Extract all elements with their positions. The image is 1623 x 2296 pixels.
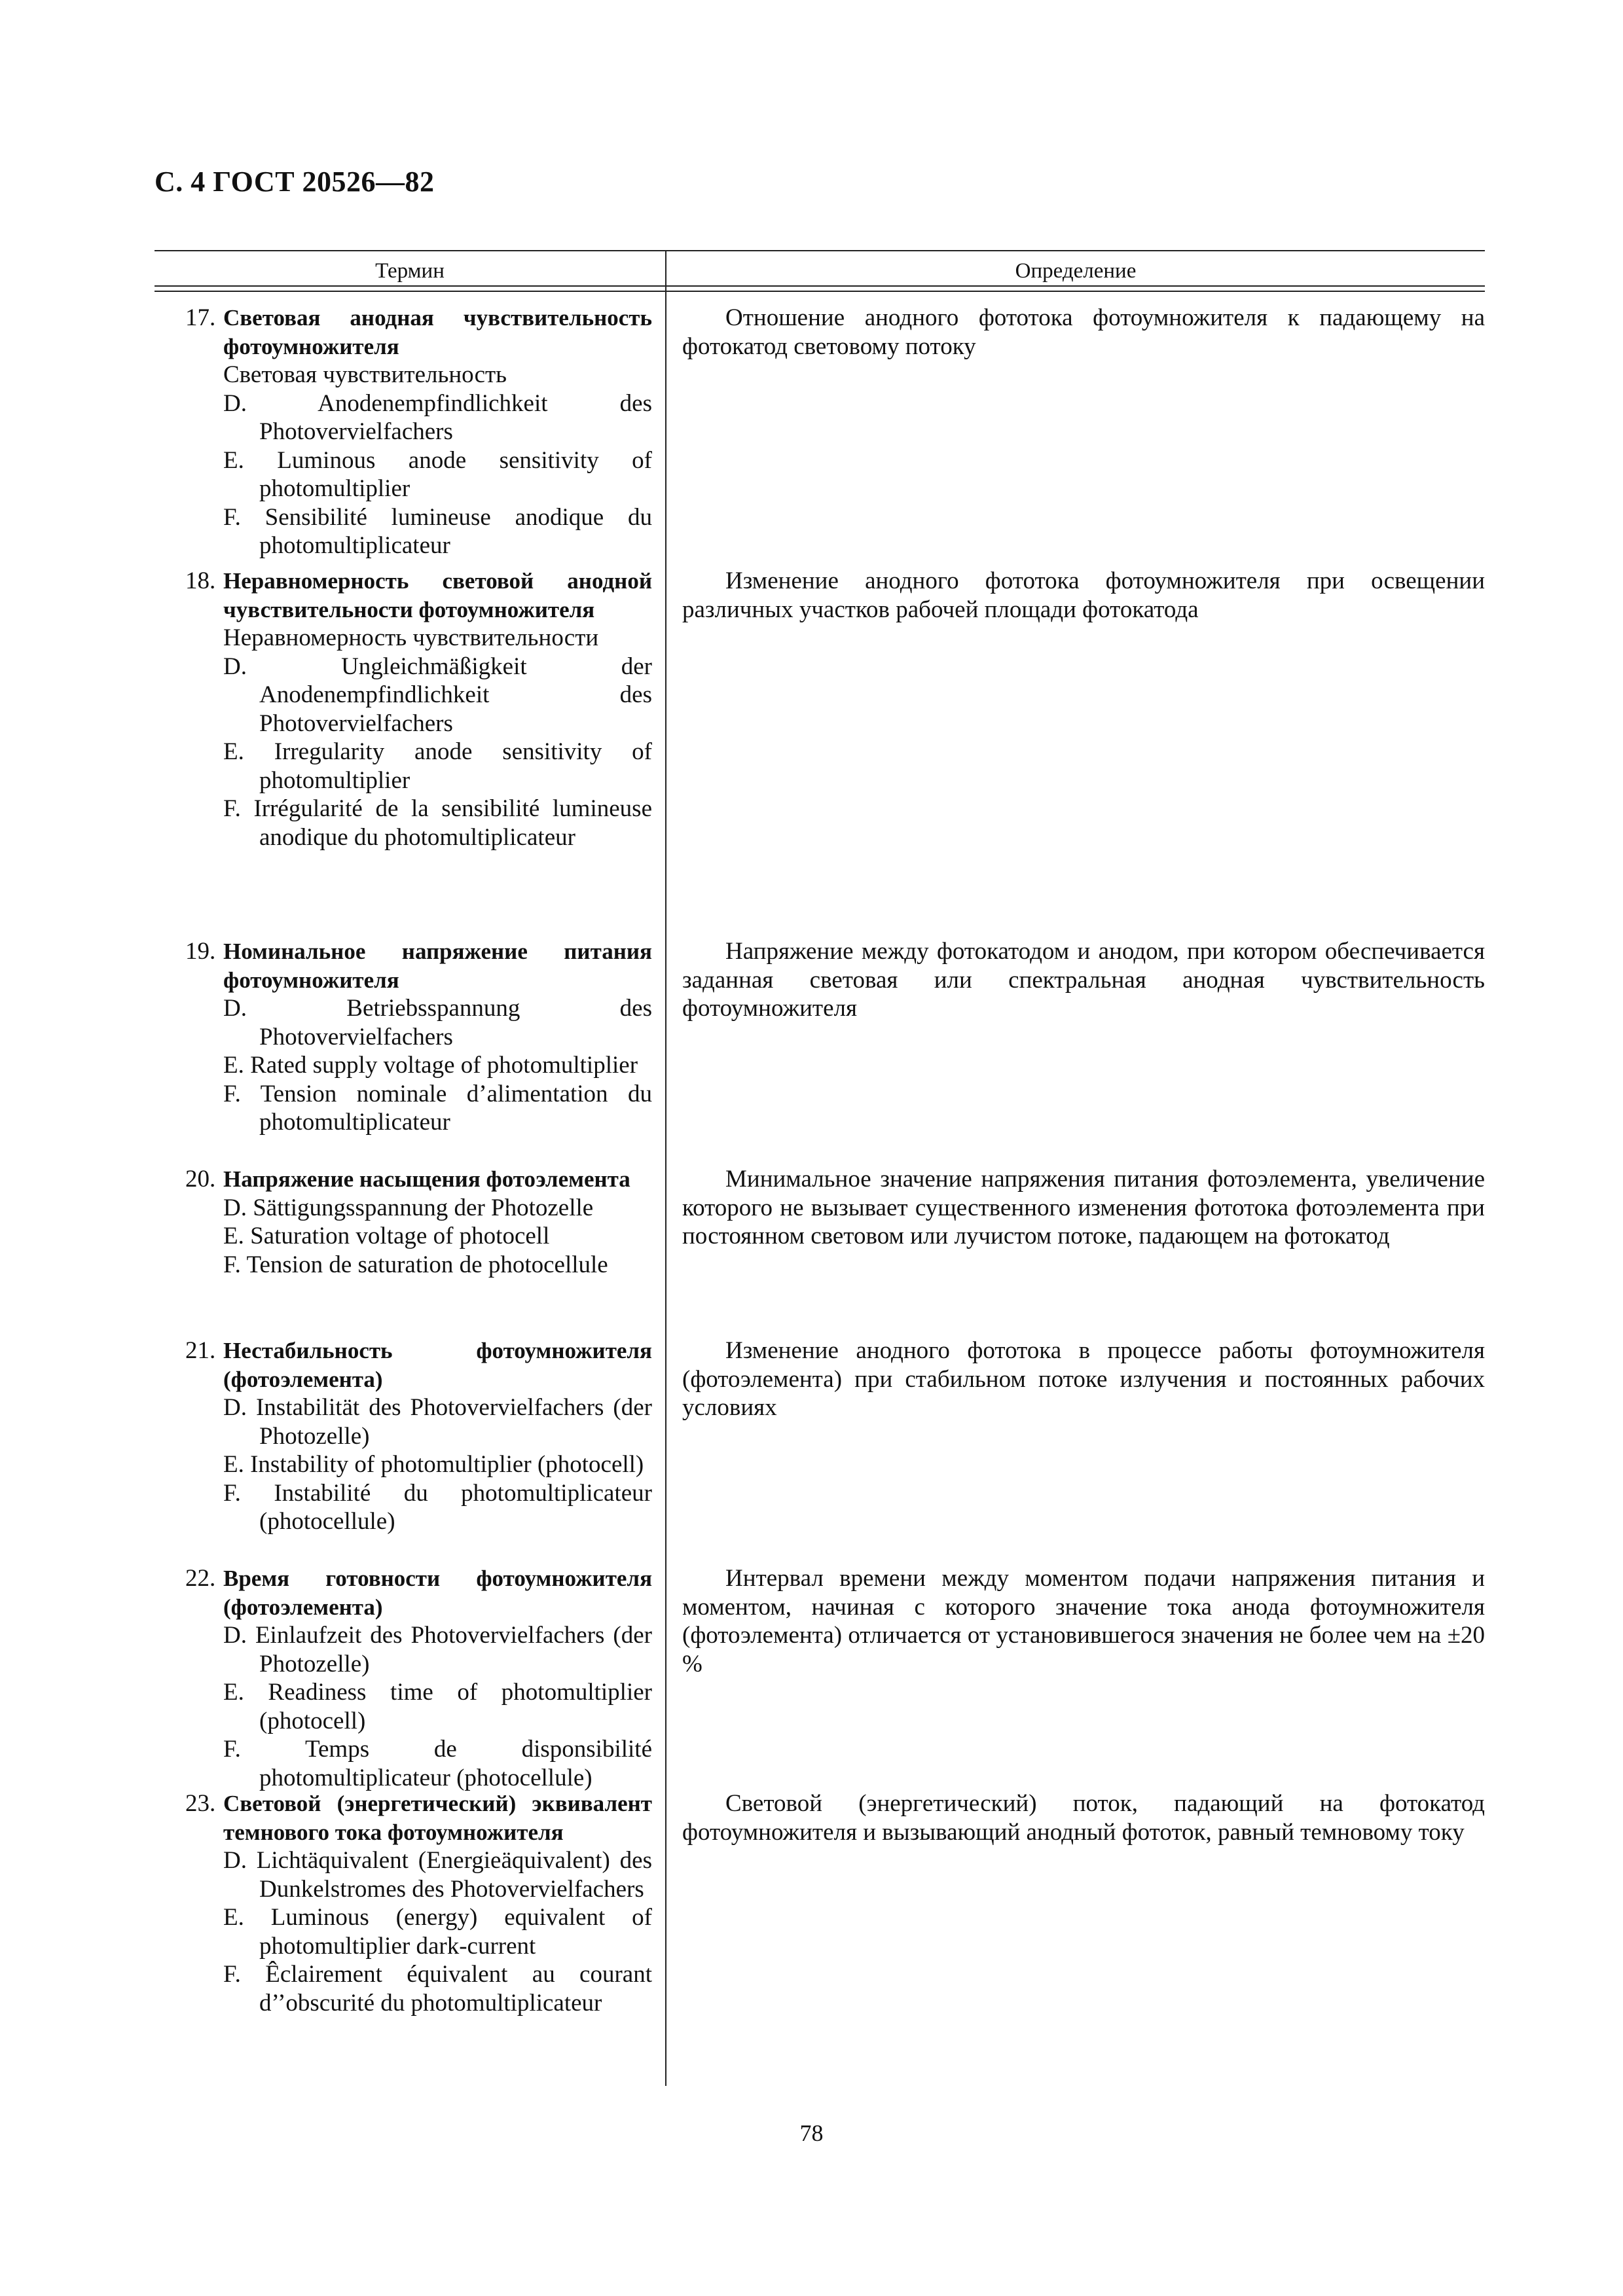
term-heading bbox=[155, 1789, 652, 1846]
term-title: Время готовности фотоумножителя (фотоэлемента) bbox=[223, 1566, 652, 1620]
term-english: E. Instability of photomultiplier (photocell) bbox=[223, 1451, 644, 1478]
term-title: Нестабильность фотоумножителя (фотоэлемента) bbox=[223, 1338, 652, 1392]
term-english: E. Luminous (energy) equivalent of photomultiplier dark-current bbox=[223, 1904, 652, 1960]
definition-cell: Изменение анодного фототока в процессе работы фотоумножителя (фотоэлемента) при стабильном потоке излучения и постоянных рабочих условиях bbox=[682, 1337, 1485, 1421]
term-synonym: Световая чувствительность bbox=[223, 361, 507, 388]
term-heading bbox=[155, 304, 652, 361]
term-english: E. Rated supply voltage of photomultiplier bbox=[223, 1052, 638, 1079]
term-english: E. Luminous anode sensitivity of photomultiplier bbox=[223, 446, 652, 502]
definition-cell: Напряжение между фотокатодом и анодом, при котором обеспечивается заданная световая или спектральная анодная чувствительность фотоумножителя bbox=[682, 938, 1485, 1022]
term-title: Номинальное напряжение питания фотоумножителя bbox=[223, 939, 652, 993]
term-french: F. Tension de saturation de photocellule bbox=[223, 1251, 608, 1278]
definition-cell: Минимальное значение напряжения питания фотоэлемента, увеличение которого не вызывает существенного изменения фототока фотоэлемента при постоянном световом или лучистом потоке, падающем на фотокатод bbox=[682, 1166, 1485, 1249]
column-header-term: Термин bbox=[375, 259, 445, 283]
term-french: F. Êclairement équivalent au courant d’’obscurité du photomultiplicateur bbox=[223, 1961, 652, 2017]
page-header: С. 4 ГОСТ 20526—82 bbox=[155, 166, 435, 198]
definition-cell: Изменение анодного фототока фотоумножителя при освещении различных участков рабочей площади фотокатода bbox=[682, 567, 1485, 623]
term-cell bbox=[155, 1789, 652, 2017]
term-cell bbox=[155, 1564, 652, 1792]
header-rule bbox=[155, 285, 1485, 287]
term-title: Световой (энергетический) эквивалент темнового тока фотоумножителя bbox=[223, 1791, 652, 1845]
term-number: 18. bbox=[185, 567, 216, 594]
term-french: F. Instabilité du photomultiplicateur (photocellule) bbox=[223, 1479, 652, 1535]
term-heading bbox=[155, 1165, 652, 1194]
term-french: F. Tension nominale d’alimentation du photomultiplicateur bbox=[223, 1080, 652, 1136]
definition-cell: Световой (энергетический) поток, падающий на фотокатод фотоумножителя и вызывающий анодный фототок, равный темновому току bbox=[682, 1790, 1485, 1846]
term-german: D. Betriebsspannung des Photovervielfachers bbox=[223, 995, 652, 1050]
term-cell bbox=[155, 304, 652, 560]
term-german: D. Anodenempfindlichkeit des Photovervielfachers bbox=[223, 389, 652, 445]
column-header-definition: Определение bbox=[1015, 259, 1137, 283]
term-cell bbox=[155, 937, 652, 1137]
term-heading bbox=[155, 567, 652, 624]
term-title: Напряжение насыщения фотоэлемента bbox=[223, 1166, 630, 1192]
definition-cell: Отношение анодного фототока фотоумножителя к падающему на фотокатод световому потоку bbox=[682, 304, 1485, 360]
term-cell bbox=[155, 1165, 652, 1279]
term-synonym: Неравномерность чувствительности bbox=[223, 624, 599, 651]
term-german: D. Sättigungsspannung der Photozelle bbox=[223, 1194, 594, 1221]
term-title: Неравномерность световой анодной чувствительности фотоумножителя bbox=[223, 568, 652, 622]
term-number: 17. bbox=[185, 304, 216, 331]
term-cell bbox=[155, 567, 652, 852]
term-german: D. Ungleichmäßigkeit der Anodenempfindlichkeit des Photovervielfachers bbox=[223, 653, 652, 737]
header-rule-double bbox=[155, 291, 1485, 292]
page-number: 78 bbox=[799, 2120, 824, 2146]
term-french: F. Temps de disponsibilité photomultiplicateur (photocellule) bbox=[223, 1736, 652, 1791]
term-french: F. Irrégularité de la sensibilité lumineuse anodique du photomultiplicateur bbox=[223, 795, 652, 851]
term-german: D. Einlaufzeit des Photovervielfachers (der Photozelle) bbox=[223, 1622, 652, 1677]
term-heading bbox=[155, 937, 652, 994]
column-divider bbox=[665, 250, 666, 2086]
table-top-rule bbox=[155, 250, 1485, 251]
term-number: 20. bbox=[185, 1166, 216, 1193]
term-english: E. Readiness time of photomultiplier (photocell) bbox=[223, 1679, 652, 1734]
term-english: E. Irregularity anode sensitivity of photomultiplier bbox=[223, 738, 652, 794]
term-french: F. Sensibilité lumineuse anodique du photomultiplicateur bbox=[223, 503, 652, 559]
term-german: D. Lichtäquivalent (Energieäquivalent) des Dunkelstromes des Photovervielfachers bbox=[223, 1847, 652, 1903]
definition-cell: Интервал времени между моментом подачи напряжения питания и моментом, начиная с которого значение тока анода фотоумножителя (фотоэлемента) отличается от установившегося значения не более чем на ±20 % bbox=[682, 1565, 1485, 1677]
term-english: E. Saturation voltage of photocell bbox=[223, 1223, 550, 1249]
term-title: Световая анодная чувствительность фотоумножителя bbox=[223, 305, 652, 359]
term-number: 19. bbox=[185, 938, 216, 965]
term-german: D. Instabilität des Photovervielfachers (der Photozelle) bbox=[223, 1394, 652, 1450]
term-number: 21. bbox=[185, 1337, 216, 1364]
term-heading bbox=[155, 1564, 652, 1621]
term-cell bbox=[155, 1336, 652, 1536]
term-number: 22. bbox=[185, 1565, 216, 1592]
term-number: 23. bbox=[185, 1790, 216, 1817]
term-heading bbox=[155, 1336, 652, 1393]
